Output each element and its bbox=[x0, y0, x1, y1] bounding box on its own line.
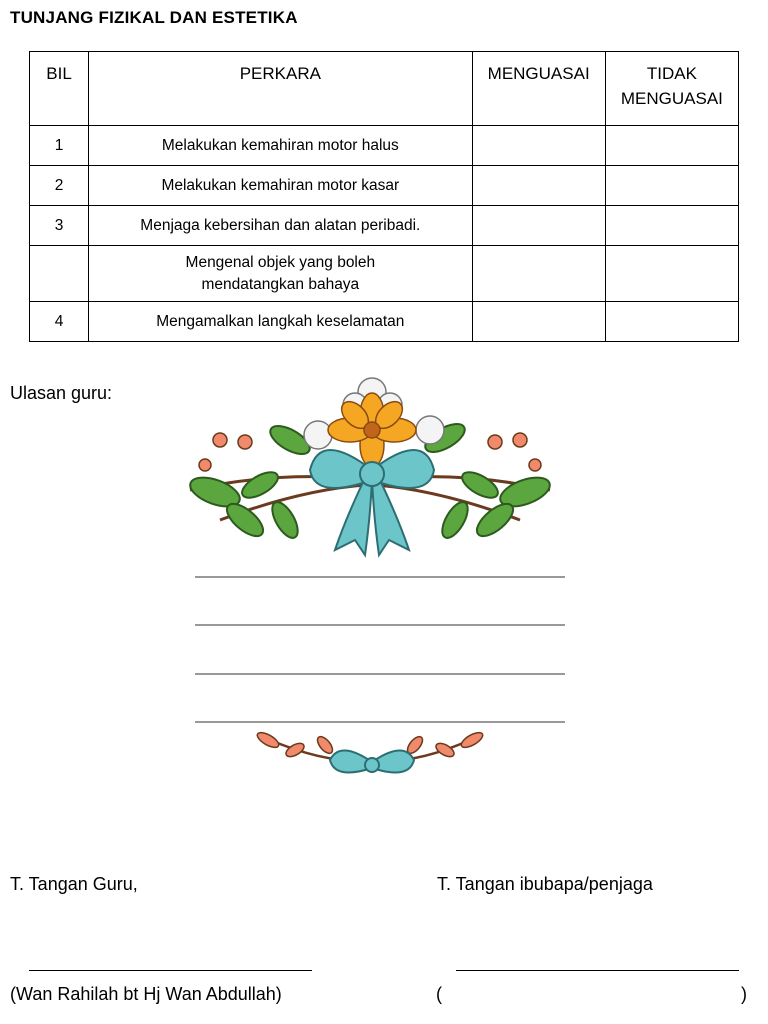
table-row bbox=[30, 126, 739, 166]
row-perkara: Mengamalkan langkah keselamatan bbox=[89, 302, 473, 342]
page-title: TUNJANG FIZIKAL DAN ESTETIKA bbox=[10, 8, 298, 27]
teacher-signature-line[interactable] bbox=[29, 970, 312, 971]
bow-icon bbox=[310, 450, 434, 555]
parent-signature-label: T. Tangan ibubapa/penjaga bbox=[437, 874, 653, 894]
parent-name-close-paren: ) bbox=[741, 984, 747, 1004]
row-bil bbox=[30, 246, 89, 302]
row-perkara: Melakukan kemahiran motor kasar bbox=[89, 166, 473, 206]
tidak-menguasai-cell[interactable] bbox=[605, 166, 738, 206]
ulasan-label: Ulasan guru: bbox=[10, 383, 113, 403]
table-header-row bbox=[30, 52, 739, 126]
row-bil: 4 bbox=[30, 302, 89, 342]
header-tidak-line2: MENGUASAI bbox=[620, 89, 723, 108]
comment-lines[interactable] bbox=[195, 577, 565, 722]
table-row bbox=[30, 246, 739, 302]
menguasai-cell[interactable] bbox=[472, 126, 605, 166]
menguasai-cell[interactable] bbox=[472, 166, 605, 206]
header-tidak-menguasai bbox=[605, 52, 738, 126]
menguasai-cell[interactable] bbox=[472, 302, 605, 342]
assessment-table bbox=[29, 51, 739, 342]
tidak-menguasai-cell[interactable] bbox=[605, 126, 738, 166]
row-perkara: Menjaga kebersihan dan alatan peribadi. bbox=[89, 206, 473, 246]
bottom-bow-icon bbox=[255, 730, 485, 773]
row-perkara-line2: mendatangkan bahaya bbox=[201, 275, 360, 293]
table-row bbox=[30, 166, 739, 206]
row-perkara-line1: Mengenal objek yang boleh bbox=[185, 253, 376, 271]
header-perkara: PERKARA bbox=[89, 52, 473, 126]
table-row bbox=[30, 302, 739, 342]
table-row bbox=[30, 206, 739, 246]
header-menguasai: MENGUASAI bbox=[472, 52, 605, 126]
frame-border bbox=[164, 468, 578, 760]
row-bil: 2 bbox=[30, 166, 89, 206]
parent-signature-line[interactable] bbox=[456, 970, 739, 971]
teacher-name: (Wan Rahilah bt Hj Wan Abdullah) bbox=[10, 984, 282, 1004]
menguasai-cell[interactable] bbox=[472, 206, 605, 246]
parent-name-open-paren: ( bbox=[436, 984, 442, 1004]
header-bil: BIL bbox=[30, 52, 89, 126]
tidak-menguasai-cell[interactable] bbox=[605, 246, 738, 302]
row-bil: 3 bbox=[30, 206, 89, 246]
row-perkara: Melakukan kemahiran motor halus bbox=[89, 126, 473, 166]
header-tidak-line1: TIDAK bbox=[646, 64, 697, 83]
tidak-menguasai-cell[interactable] bbox=[605, 302, 738, 342]
teacher-signature-label: T. Tangan Guru, bbox=[10, 874, 138, 894]
decorative-floral-frame bbox=[150, 370, 590, 790]
row-bil: 1 bbox=[30, 126, 89, 166]
menguasai-cell[interactable] bbox=[472, 246, 605, 302]
row-perkara bbox=[89, 246, 473, 302]
tidak-menguasai-cell[interactable] bbox=[605, 206, 738, 246]
